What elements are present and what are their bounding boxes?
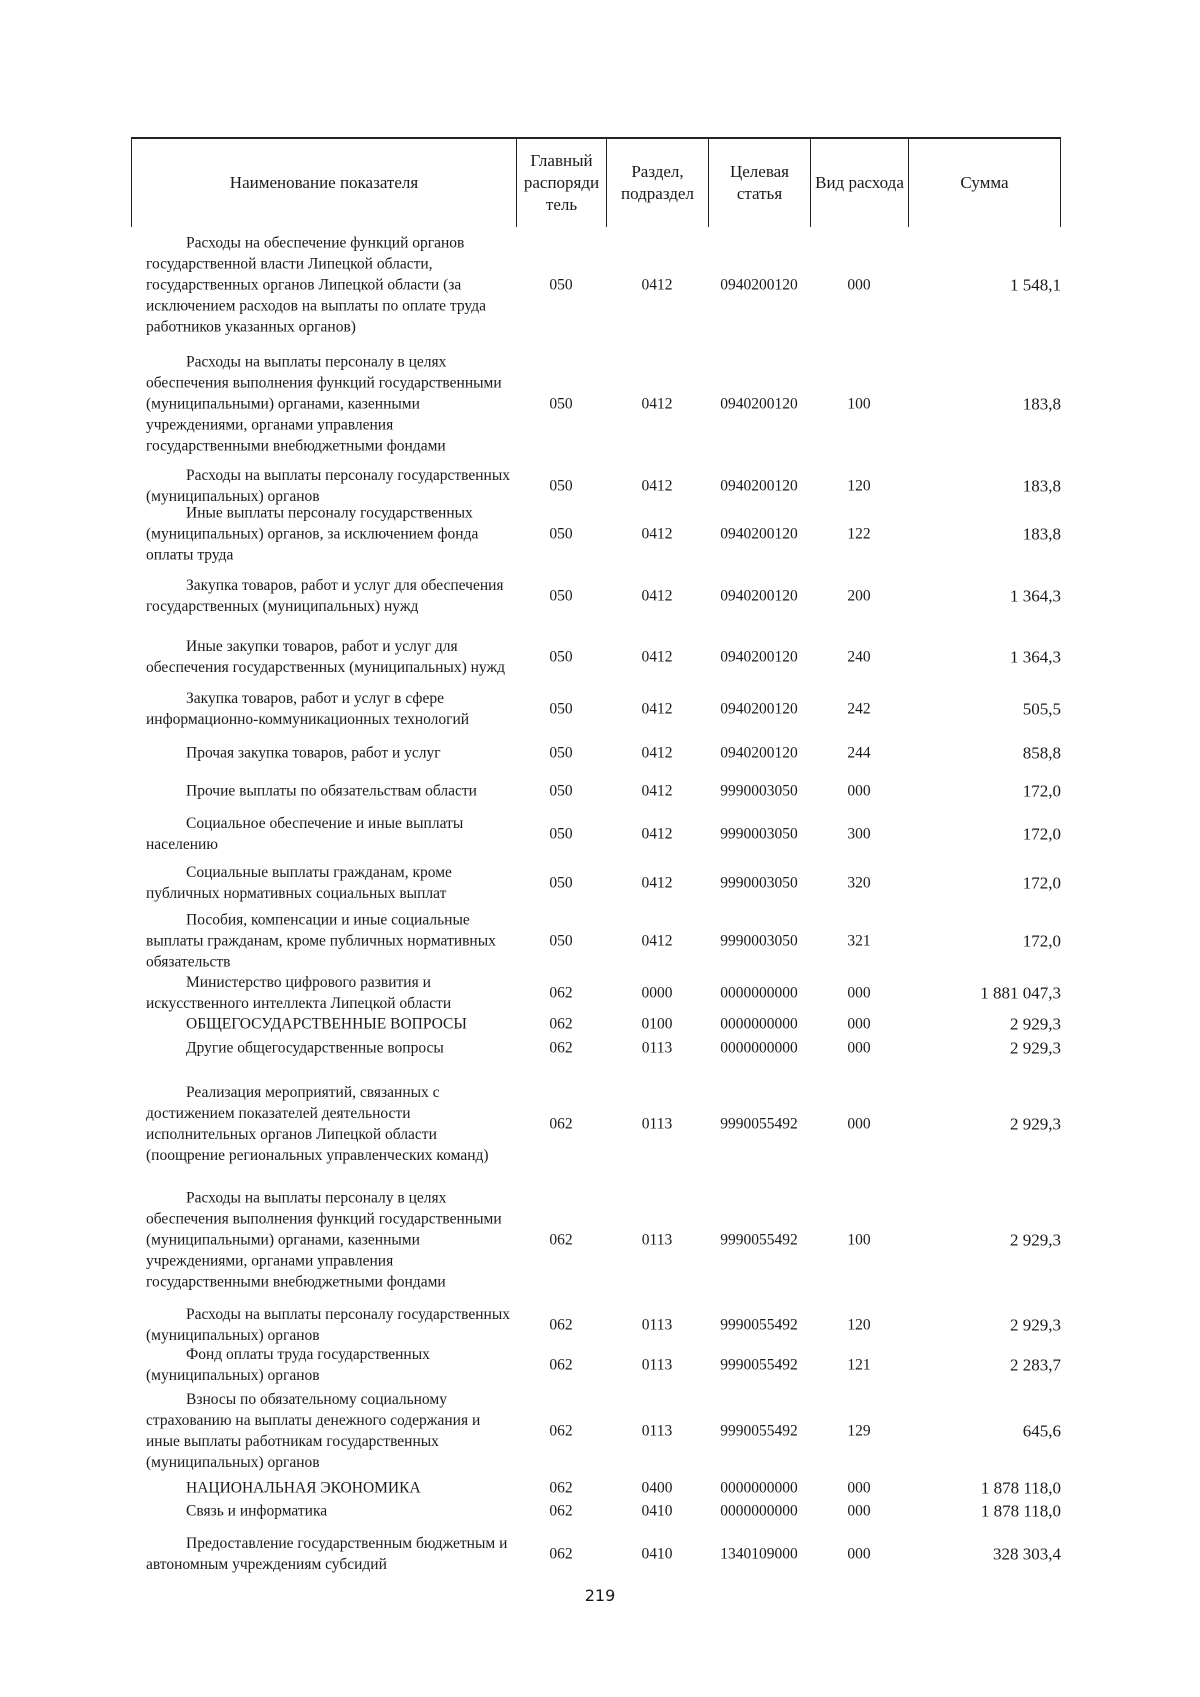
row-name: Пособия, компенсации и иные социальные выплаты гражданам, кроме публичных нормативных обязательств (146, 911, 496, 971)
row-name: ОБЩЕГОСУДАРСТВЕННЫЕ ВОПРОСЫ (186, 1015, 467, 1033)
row-razdel: 0410 (641, 1545, 673, 1563)
table-row (131, 689, 1061, 729)
row-vid: 242 (847, 700, 871, 718)
row-vid: 000 (847, 1115, 871, 1133)
row-celevaya: 9990055492 (720, 1316, 798, 1334)
row-razdel: 0412 (641, 525, 673, 543)
row-glavny: 050 (549, 874, 573, 892)
row-glavny: 050 (549, 744, 573, 762)
row-razdel: 0113 (641, 1422, 673, 1440)
row-glavny: 050 (549, 477, 573, 494)
row-vid: 000 (847, 782, 871, 800)
row-name: Другие общегосударственные вопросы (186, 1039, 444, 1057)
row-summa: 2 283,7 (1010, 1355, 1061, 1375)
row-name: Иные выплаты персоналу государственных (муниципальных) органов, за исключением фонда оплаты труда (146, 504, 479, 564)
row-name: Иные закупки товаров, работ и услуг для обеспечения государственных (муниципальных) нужд (146, 638, 506, 676)
table-row (131, 1345, 1061, 1385)
row-celevaya: 0000000000 (720, 1015, 798, 1033)
row-vid: 244 (847, 744, 871, 762)
row-celevaya: 0940200120 (720, 648, 798, 666)
row-name: Фонд оплаты труда государственных (муниципальных) органов (146, 1346, 430, 1384)
row-name: Министерство цифрового развития и искусственного интеллекта Липецкой области (146, 974, 452, 1012)
row-vid: 000 (847, 984, 871, 1002)
row-celevaya: 0000000000 (720, 1502, 798, 1520)
table-row (131, 232, 1061, 337)
row-vid: 100 (847, 1231, 871, 1249)
row-summa: 645,6 (1022, 1421, 1061, 1441)
row-celevaya: 0940200120 (720, 395, 798, 413)
row-razdel: 0412 (641, 874, 673, 892)
row-summa: 172,0 (1022, 781, 1061, 801)
table-row (131, 628, 1061, 686)
row-glavny: 050 (549, 700, 573, 718)
table-row (131, 467, 1061, 504)
row-summa: 183,8 (1022, 476, 1061, 495)
header-razdel: Раздел, подраздел (606, 139, 708, 227)
row-celevaya: 0940200120 (720, 276, 798, 293)
row-celevaya: 9990003050 (720, 932, 798, 950)
table-header (131, 137, 1061, 227)
row-name: Реализация мероприятий, связанных с достижением показателей деятельности исполнительных органов Липецкой области (поощрение региональных управленческих команд) (146, 1084, 489, 1164)
row-summa: 1 364,3 (1010, 647, 1061, 667)
row-razdel: 0113 (641, 1356, 673, 1374)
row-summa: 328 303,4 (993, 1544, 1061, 1564)
header-celevaya: Целевая статья (708, 139, 810, 227)
header-glavny: Главный распоряди тель (516, 139, 606, 227)
row-summa: 1 878 118,0 (980, 1478, 1061, 1498)
row-razdel: 0113 (641, 1115, 673, 1133)
row-summa: 2 929,3 (1010, 1038, 1061, 1058)
row-vid: 000 (847, 1502, 871, 1520)
row-glavny: 062 (549, 1356, 573, 1374)
row-razdel: 0412 (641, 932, 673, 950)
header-summa: Сумма (908, 139, 1061, 227)
row-vid: 129 (847, 1422, 871, 1440)
row-vid: 000 (847, 276, 871, 293)
row-celevaya: 1340109000 (720, 1545, 798, 1563)
header-name: Наименование показателя (131, 139, 516, 227)
row-name: Прочие выплаты по обязательствам области (186, 782, 477, 800)
row-glavny: 050 (549, 825, 573, 843)
row-name: Расходы на выплаты персоналу государственных (муниципальных) органов (146, 1306, 510, 1344)
row-vid: 240 (847, 648, 871, 666)
row-name: Закупка товаров, работ и услуг в сфере информационно-коммуникационных технологий (146, 690, 470, 728)
row-glavny: 062 (549, 1231, 573, 1249)
row-razdel: 0412 (641, 477, 673, 494)
row-glavny: 062 (549, 1422, 573, 1440)
row-summa: 2 929,3 (1010, 1114, 1061, 1134)
row-summa: 858,8 (1022, 743, 1061, 763)
row-vid: 200 (847, 587, 871, 605)
row-vid: 100 (847, 395, 871, 413)
row-summa: 2 929,3 (1010, 1230, 1061, 1250)
row-celevaya: 0940200120 (720, 744, 798, 762)
row-summa: 1 878 118,0 (980, 1501, 1061, 1521)
row-razdel: 0412 (641, 276, 673, 293)
table-row (131, 1477, 1061, 1499)
table-row (131, 1068, 1061, 1180)
table-row (131, 1013, 1061, 1035)
row-celevaya: 0940200120 (720, 587, 798, 605)
row-name: Расходы на обеспечение функций органов государственной власти Липецкой области, государственных органов Липецкой области (за исключением расходов на выплаты по оплате труда работников указанных органов) (146, 234, 486, 335)
table-row (131, 912, 1061, 970)
table-row (131, 814, 1061, 854)
row-razdel: 0113 (641, 1039, 673, 1057)
row-glavny: 062 (549, 1479, 573, 1497)
row-vid: 000 (847, 1479, 871, 1497)
row-name: Связь и информатика (186, 1502, 328, 1520)
table-row (131, 350, 1061, 458)
row-celevaya: 9990055492 (720, 1115, 798, 1133)
row-celevaya: 9990003050 (720, 782, 798, 800)
row-celevaya: 0940200120 (720, 525, 798, 543)
row-name: Закупка товаров, работ и услуг для обеспечения государственных (муниципальных) нужд (146, 577, 504, 615)
row-glavny: 050 (549, 648, 573, 666)
table-row (131, 1185, 1061, 1295)
row-glavny: 062 (549, 1039, 573, 1057)
row-celevaya: 9990003050 (720, 825, 798, 843)
table-row (131, 1499, 1061, 1523)
row-razdel: 0412 (641, 587, 673, 605)
table-row (131, 567, 1061, 625)
row-razdel: 0000 (641, 984, 673, 1002)
header-vid: Вид расхода (810, 139, 908, 227)
row-razdel: 0410 (641, 1502, 673, 1520)
row-vid: 320 (847, 874, 871, 892)
row-glavny: 050 (549, 932, 573, 950)
row-razdel: 0100 (641, 1015, 673, 1033)
page-number: 219 (584, 1586, 616, 1605)
row-vid: 122 (847, 525, 871, 543)
row-vid: 300 (847, 825, 871, 843)
table-row (131, 506, 1061, 562)
table-row (131, 778, 1061, 804)
row-celevaya: 0940200120 (720, 700, 798, 718)
row-glavny: 062 (549, 984, 573, 1002)
row-summa: 505,5 (1022, 699, 1061, 719)
row-razdel: 0412 (641, 700, 673, 718)
row-summa: 172,0 (1022, 931, 1061, 951)
row-name: Расходы на выплаты персоналу в целях обеспечения выполнения функций государственными (муниципальными) органами, казенными учреждениями, органами управления государственными внебюджетными фондами (146, 1189, 502, 1291)
row-glavny: 050 (549, 782, 573, 800)
row-glavny: 062 (549, 1545, 573, 1563)
row-summa: 183,8 (1022, 394, 1061, 414)
row-celevaya: 0000000000 (720, 1479, 798, 1497)
row-name: Предоставление государственным бюджетным и автономным учреждениям субсидий (146, 1535, 508, 1573)
row-celevaya: 9990003050 (720, 874, 798, 892)
row-summa: 1 548,1 (1010, 275, 1061, 294)
row-glavny: 062 (549, 1015, 573, 1033)
table-row (131, 1530, 1061, 1578)
row-name: Прочая закупка товаров, работ и услуг (186, 744, 441, 762)
table-row (131, 974, 1061, 1012)
row-name: НАЦИОНАЛЬНАЯ ЭКОНОМИКА (186, 1479, 421, 1497)
row-summa: 2 929,3 (1010, 1014, 1061, 1034)
row-glavny: 050 (549, 587, 573, 605)
row-celevaya: 0940200120 (720, 477, 798, 494)
row-vid: 000 (847, 1015, 871, 1033)
row-glavny: 050 (549, 525, 573, 543)
row-razdel: 0412 (641, 825, 673, 843)
row-razdel: 0113 (641, 1316, 673, 1334)
row-razdel: 0113 (641, 1231, 673, 1249)
row-name: Социальные выплаты гражданам, кроме публичных нормативных социальных выплат (146, 864, 452, 902)
row-name: Социальное обеспечение и иные выплаты населению (146, 815, 464, 853)
row-glavny: 050 (549, 276, 573, 293)
row-razdel: 0412 (641, 782, 673, 800)
row-vid: 120 (847, 477, 871, 494)
row-glavny: 050 (549, 395, 573, 413)
table-row (131, 740, 1061, 766)
row-razdel: 0400 (641, 1479, 673, 1497)
row-celevaya: 9990055492 (720, 1231, 798, 1249)
table-row (131, 1036, 1061, 1060)
row-vid: 321 (847, 932, 871, 950)
row-celevaya: 9990055492 (720, 1356, 798, 1374)
row-vid: 000 (847, 1039, 871, 1057)
row-name: Взносы по обязательному социальному страхованию на выплаты денежного содержания и иные выплаты работникам государственных (муниципальных) органов (146, 1391, 481, 1471)
row-vid: 121 (847, 1356, 871, 1374)
row-summa: 2 929,3 (1010, 1315, 1061, 1335)
row-name: Расходы на выплаты персоналу государственных (муниципальных) органов (146, 466, 510, 505)
row-celevaya: 0000000000 (720, 984, 798, 1002)
row-glavny: 062 (549, 1316, 573, 1334)
row-razdel: 0412 (641, 395, 673, 413)
row-glavny: 062 (549, 1115, 573, 1133)
row-vid: 120 (847, 1316, 871, 1334)
row-celevaya: 9990055492 (720, 1422, 798, 1440)
table-row (131, 1389, 1061, 1473)
row-summa: 172,0 (1022, 824, 1061, 844)
row-summa: 1 881 047,3 (980, 983, 1061, 1003)
row-glavny: 062 (549, 1502, 573, 1520)
table-row (131, 1306, 1061, 1344)
row-vid: 000 (847, 1545, 871, 1563)
row-summa: 183,8 (1022, 524, 1061, 544)
row-summa: 1 364,3 (1010, 586, 1061, 606)
row-razdel: 0412 (641, 648, 673, 666)
table-row (131, 863, 1061, 903)
row-summa: 172,0 (1022, 873, 1061, 893)
row-celevaya: 0000000000 (720, 1039, 798, 1057)
row-razdel: 0412 (641, 744, 673, 762)
row-name: Расходы на выплаты персоналу в целях обеспечения выполнения функций государственными (муниципальными) органами, казенными учреждениями, органами управления государственными внебюджетными фондами (146, 353, 502, 455)
